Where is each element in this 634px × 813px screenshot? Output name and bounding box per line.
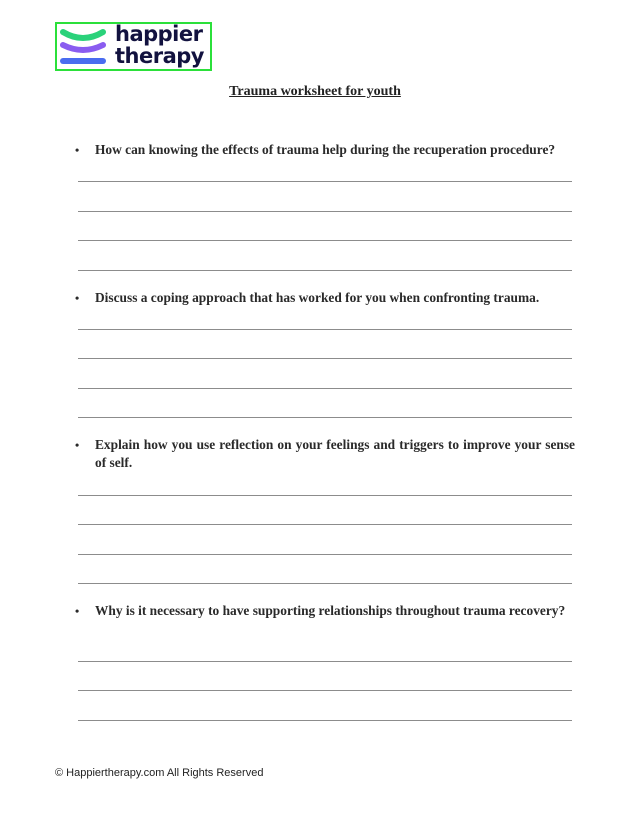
question-text: Explain how you use reflection on your feelings and triggers to improve your sense of self.: [95, 437, 575, 470]
answer-line[interactable]: [78, 181, 572, 182]
answer-line[interactable]: [78, 270, 572, 271]
answer-line[interactable]: [78, 388, 572, 389]
logo-wordmark: [115, 23, 204, 67]
bullet-icon: •: [75, 604, 80, 618]
answer-line[interactable]: [78, 240, 572, 241]
answer-line[interactable]: [78, 329, 572, 330]
answer-line[interactable]: [78, 495, 572, 496]
copyright-footer: © Happiertherapy.com All Rights Reserved: [55, 767, 264, 779]
logo-line-1: happier: [115, 22, 203, 46]
question-text: Discuss a coping approach that has worked for you when confronting trauma.: [95, 290, 540, 305]
answer-line[interactable]: [78, 583, 572, 584]
answer-line[interactable]: [78, 524, 572, 525]
answer-line[interactable]: [78, 690, 572, 691]
logo-stripes-icon: [59, 26, 107, 68]
question-4: [75, 602, 575, 620]
question-text: How can knowing the effects of trauma help during the recuperation procedure?: [95, 142, 556, 157]
logo-line-2: therapy: [115, 44, 204, 68]
question-1: [75, 141, 575, 159]
bullet-icon: •: [75, 143, 80, 157]
bullet-icon: •: [75, 438, 80, 452]
question-text: Why is it necessary to have supporting relationships throughout trauma recovery?: [95, 603, 566, 618]
answer-line[interactable]: [78, 358, 572, 359]
answer-line[interactable]: [78, 211, 572, 212]
worksheet-title: Trauma worksheet for youth: [229, 84, 401, 99]
answer-line[interactable]: [78, 417, 572, 418]
bullet-icon: •: [75, 291, 80, 305]
question-2: [75, 289, 575, 307]
answer-line[interactable]: [78, 661, 572, 662]
answer-line[interactable]: [78, 554, 572, 555]
happier-therapy-logo: [55, 22, 212, 71]
question-3: [75, 436, 575, 472]
answer-line[interactable]: [78, 720, 572, 721]
